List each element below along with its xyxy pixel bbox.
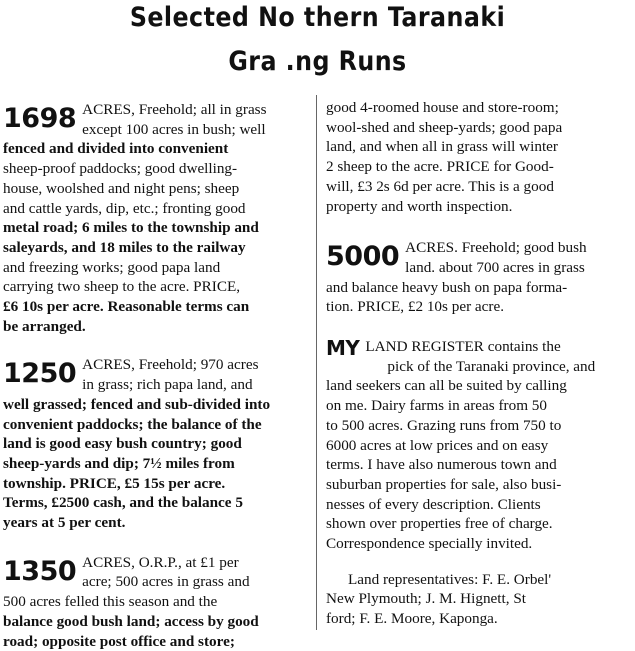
ad-1250-line: years at 5 per cent. <box>3 514 126 532</box>
ad-1350-number: 1350 <box>3 555 77 587</box>
land-register-notice <box>326 337 632 554</box>
ad-5000-line: tion. PRICE, £2 10s per acre. <box>326 298 505 316</box>
ad-1698-number: 1698 <box>3 103 77 134</box>
ad-1350-line: balance good bush land; access by good <box>3 612 259 630</box>
ad-5000-line: and balance heavy bush on papa forma- <box>326 278 568 296</box>
ad-1250-line: convenient paddocks; the balance of the <box>3 415 262 433</box>
ad-1350-line: acre; 500 acres in grass and <box>82 573 250 591</box>
ad-5000-line: land. about 700 acres in grass <box>405 258 585 276</box>
ad-1250-line: well grassed; fenced and sub-divided into <box>3 395 271 413</box>
ad-1250 <box>3 355 308 532</box>
ad-1698-line: be arranged. <box>3 317 86 335</box>
ad-1698 <box>3 100 308 336</box>
land-register-line: on me. Dairy farms in areas from 50 <box>326 397 547 415</box>
right-column <box>326 98 632 629</box>
ad-1350-cont-line: property and worth inspection. <box>326 197 513 215</box>
column-divider <box>316 95 317 630</box>
ad-1698-line: saleyards, and 18 miles to the railway <box>3 238 246 256</box>
ad-1698-line: and freezing works; good papa land <box>3 258 221 276</box>
ad-1350-continued <box>326 98 632 216</box>
ad-1250-line: Terms, £2500 cash, and the balance 5 <box>3 494 243 512</box>
land-representatives <box>326 570 632 629</box>
ad-1250-line: in grass; rich papa land, and <box>82 376 253 394</box>
land-register-line: pick of the Taranaki province, and <box>387 357 596 375</box>
ad-1698-line: house, woolshed and night pens; sheep <box>3 179 240 197</box>
land-register-line: terms. I have also numerous town and <box>326 456 557 474</box>
ad-1250-line: land is good easy bush country; good <box>3 435 242 453</box>
ad-1350 <box>3 553 308 651</box>
ad-1350-cont-line: good 4-roomed house and store-room; <box>326 99 559 116</box>
ad-5000-number: 5000 <box>326 241 400 273</box>
ad-1698-line: except 100 acres in bush; well <box>82 120 266 138</box>
ad-1350-line: ACRES, O.R.P., at £1 per <box>82 553 239 571</box>
ad-1698-line: sheep-proof paddocks; good dwelling- <box>3 160 238 178</box>
ad-1698-line: ACRES, Freehold; all in grass <box>82 101 267 118</box>
land-register-line: land seekers can all be suited by calling <box>326 377 567 395</box>
ad-1250-line: township. PRICE, £5 15s per acre. <box>3 474 226 492</box>
land-register-line: 6000 acres at low prices and on easy <box>326 436 549 454</box>
land-register-line: Correspondence specially invited. <box>326 535 533 553</box>
land-register-line: suburban properties for sale, also busi- <box>326 475 562 493</box>
left-column <box>3 100 308 651</box>
headline-line-2: Gra .ng Runs <box>228 46 407 77</box>
ad-1350-cont-line: will, £3 2s 6d per acre. This is a good <box>326 177 554 195</box>
ad-1698-line: and cattle yards, dip, etc.; fronting good <box>3 199 246 217</box>
representatives-line: ford; F. E. Moore, Kaponga. <box>326 610 498 628</box>
land-register-line: to 500 acres. Grazing runs from 750 to <box>326 416 562 434</box>
ad-1250-number: 1250 <box>3 358 77 390</box>
ad-1698-line: fenced and divided into convenient <box>3 140 229 158</box>
ad-1350-line: road; opposite post office and store; <box>3 632 235 650</box>
ad-1250-line: ACRES, Freehold; 970 acres <box>82 356 259 374</box>
ad-1698-line: carrying two sheep to the acre. PRICE, <box>3 278 241 296</box>
ad-1350-cont-line: land, and when all in grass will winter <box>326 138 558 156</box>
representatives-line: New Plymouth; J. M. Hignett, St <box>326 590 526 608</box>
ad-1350-line: 500 acres felled this season and the <box>3 593 218 611</box>
land-register-line: shown over properties free of charge. <box>326 515 553 533</box>
ad-1350-cont-line: 2 sheep to the acre. PRICE for Good- <box>326 158 554 176</box>
ad-1698-line: £6 10s per acre. Reasonable terms can <box>3 298 250 316</box>
headline-line-1: Selected No thern Taranaki <box>129 2 506 33</box>
land-register-line: LAND REGISTER contains the <box>365 338 561 356</box>
land-register-line: nesses of every description. Clients <box>326 495 541 513</box>
ad-5000 <box>326 238 632 317</box>
ad-5000-line: ACRES. Freehold; good bush <box>405 239 587 257</box>
ad-1250-line: sheep-yards and dip; 7½ miles from <box>3 454 235 472</box>
ad-1350-cont-line: wool-shed and sheep-yards; good papa <box>326 118 563 136</box>
land-register-lead: MY <box>326 336 360 361</box>
ad-1698-line: metal road; 6 miles to the township and <box>3 219 259 237</box>
representatives-line: Land representatives: F. E. Orbel' <box>348 570 552 588</box>
